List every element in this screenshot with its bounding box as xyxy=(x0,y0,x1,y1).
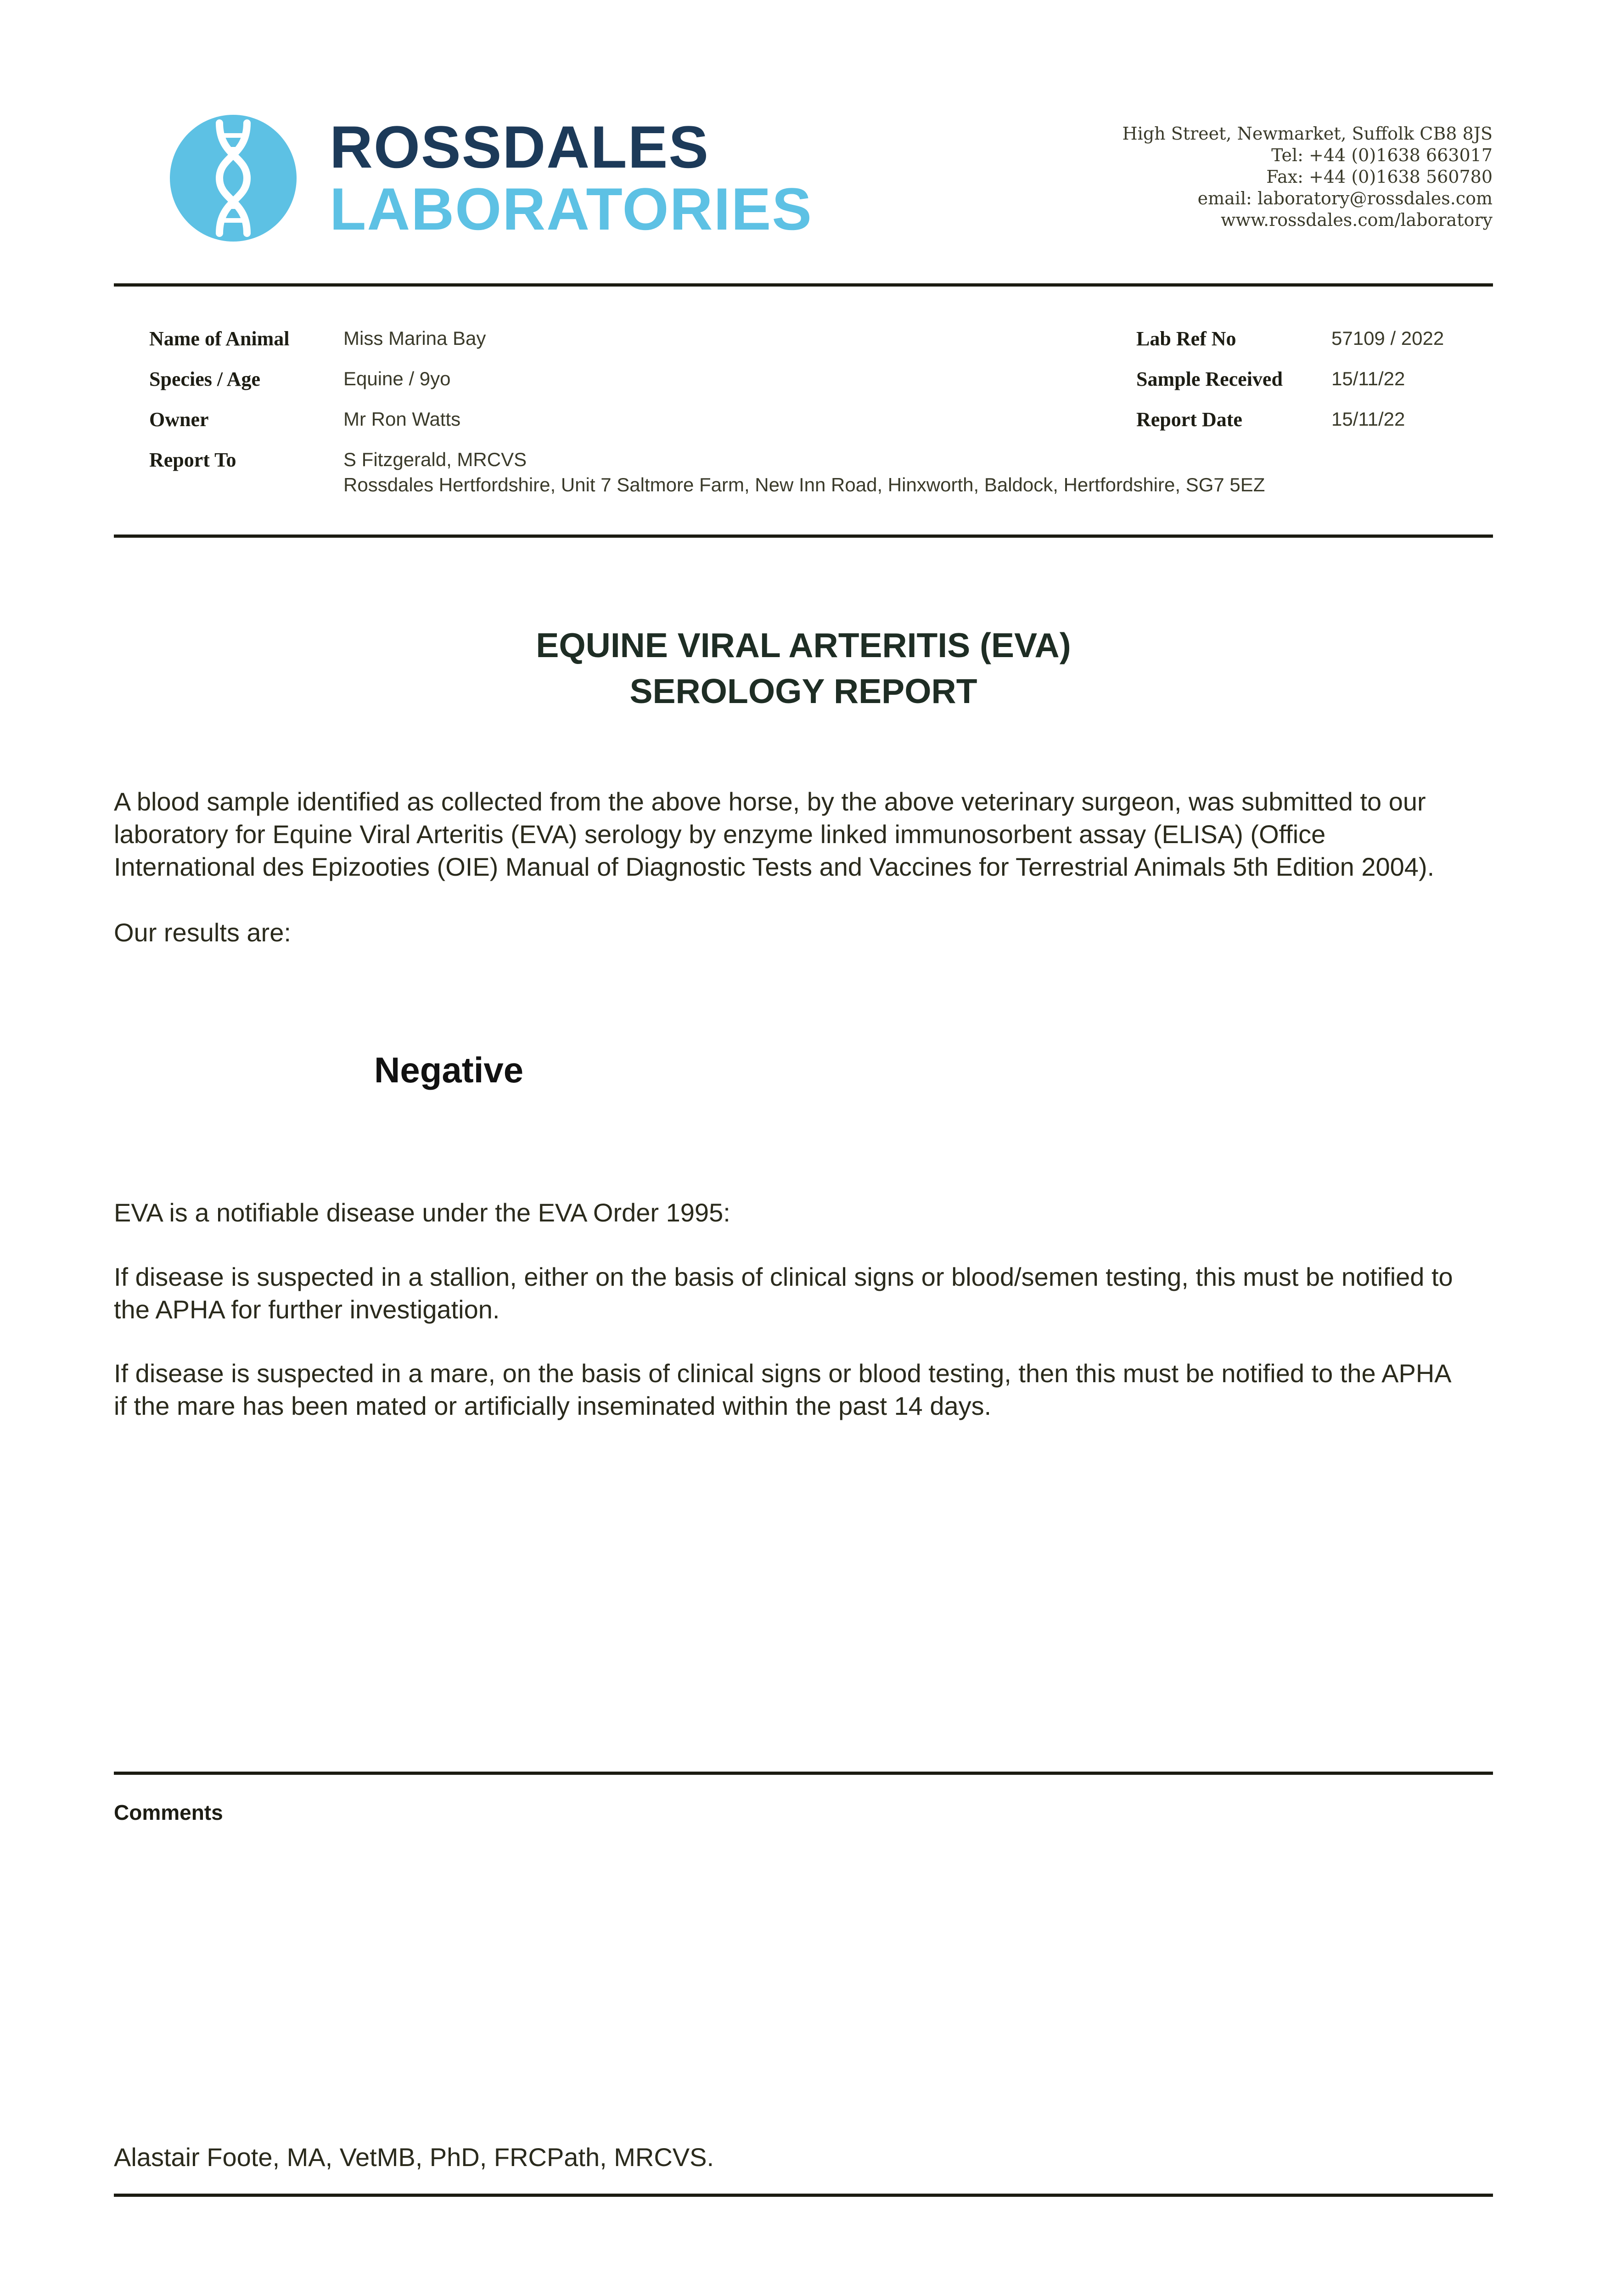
report-to-name: S Fitzgerald, MRCVS xyxy=(343,449,527,470)
comments-label: Comments xyxy=(114,1801,223,1824)
lab-ref-label: Lab Ref No xyxy=(1136,327,1236,350)
species-age-value: Equine / 9yo xyxy=(343,368,451,389)
contact-fax: Fax: +44 (0)1638 560780 xyxy=(1266,167,1493,187)
report-title-line-2: SEROLOGY REPORT xyxy=(629,672,977,710)
contact-tel: Tel: +44 (0)1638 663017 xyxy=(1271,145,1493,165)
report-to-label: Report To xyxy=(149,449,236,471)
report-date-label: Report Date xyxy=(1136,408,1242,431)
notifiable-statement: EVA is a notifiable disease under the EVA Order 1995: xyxy=(114,1198,730,1227)
test-result: Negative xyxy=(374,1050,524,1090)
report-date-value: 15/11/22 xyxy=(1331,408,1405,430)
name-of-animal-label: Name of Animal xyxy=(149,327,290,350)
footer-divider xyxy=(114,2194,1493,2197)
mare-paragraph xyxy=(114,1357,1496,1422)
dna-helix-icon xyxy=(170,115,297,242)
lab-ref-value: 57109 / 2022 xyxy=(1331,327,1444,349)
stallion-paragraph xyxy=(114,1261,1496,1326)
stallion-line-1: If disease is suspected in a stallion, either on the basis of clinical signs or blood/semen testing, this must be notified to xyxy=(114,1262,1453,1291)
results-intro: Our results are: xyxy=(114,918,291,947)
report-title-line-1: EQUINE VIRAL ARTERITIS (EVA) xyxy=(536,626,1071,664)
intro-line-1: A blood sample identified as collected from the above horse, by the above veterinary surgeon, was submitted to our xyxy=(114,787,1426,816)
report-title xyxy=(114,622,1493,714)
header-divider xyxy=(114,283,1493,287)
intro-line-3: International des Epizooties (OIE) Manual of Diagnostic Tests and Vaccines for Terrestrial Animals 5th Edition 2004). xyxy=(114,852,1435,881)
contact-address: High Street, Newmarket, Suffolk CB8 8JS xyxy=(1122,124,1493,144)
report-to-address: Rossdales Hertfordshire, Unit 7 Saltmore Farm, New Inn Road, Hinxworth, Baldock, Hertfordshire, SG7 5EZ xyxy=(343,474,1265,495)
species-age-label: Species / Age xyxy=(149,368,260,390)
logo-wordmark-laboratories: LABORATORIES xyxy=(330,175,813,242)
owner-label: Owner xyxy=(149,408,209,431)
signature-line: Alastair Foote, MA, VetMB, PhD, FRCPath, MRCVS. xyxy=(114,2143,714,2172)
logo-wordmark-rossdales: ROSSDALES xyxy=(330,113,710,180)
intro-paragraph xyxy=(114,785,1496,883)
stallion-line-2: the APHA for further investigation. xyxy=(114,1295,500,1324)
sample-received-value: 15/11/22 xyxy=(1331,368,1405,389)
contact-block xyxy=(1079,123,1493,231)
contact-email: email: laboratory@rossdales.com xyxy=(1197,188,1493,208)
comments-divider xyxy=(114,1772,1493,1775)
sample-received-label: Sample Received xyxy=(1136,368,1283,390)
name-of-animal-value: Miss Marina Bay xyxy=(343,327,486,349)
owner-value: Mr Ron Watts xyxy=(343,408,461,430)
intro-line-2: laboratory for Equine Viral Arteritis (EVA) serology by enzyme linked immunosorbent assay (ELISA) (Office xyxy=(114,820,1326,849)
mare-line-2: if the mare has been mated or artificially inseminated within the past 14 days. xyxy=(114,1391,992,1420)
info-divider xyxy=(114,535,1493,538)
mare-line-1: If disease is suspected in a mare, on the basis of clinical signs or blood testing, then this must be notified to the APHA xyxy=(114,1359,1452,1388)
contact-website: www.rossdales.com/laboratory xyxy=(1220,210,1493,230)
